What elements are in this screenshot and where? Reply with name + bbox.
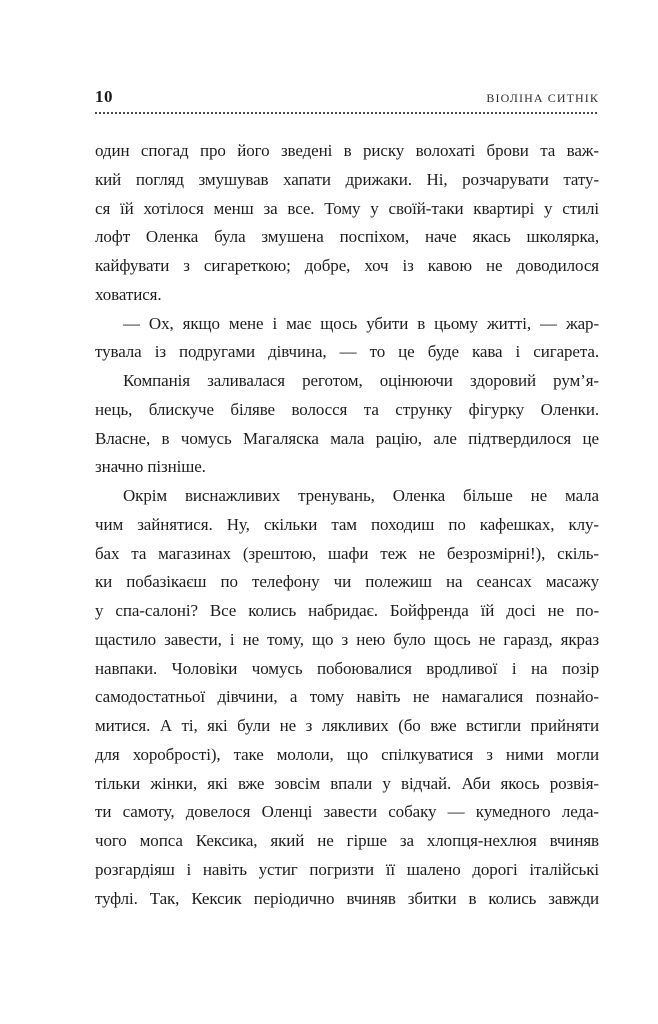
text-line: щастило завести, і не тому, що з нею було щось не гаразд, якраз [95, 629, 599, 649]
text-line: ти самоту, довелося Оленці завести собаку — кумедного леда- [95, 802, 599, 822]
running-head-author: ВІОЛІНА СИТНІК [486, 91, 599, 105]
text-line: для хоробрості), таке мололи, що спілкуватися з ними могли [95, 744, 599, 764]
header-dotted-rule [95, 112, 599, 114]
text-line: один спогад про його зведені в риску волохаті брови та важ- [95, 141, 599, 160]
text-line: кий погляд змушував хапати дрижаки. Ні, розчарувати тату- [95, 169, 599, 189]
text-line: ки побазікаєш по телефону чи полежиш на сеансах масажу [95, 572, 599, 592]
page-number: 10 [95, 87, 113, 106]
text-line: чого мопса Кексика, який не гірше за хлопця-нехлюя вчиняв [95, 831, 599, 850]
text-line: бах та магазинах (зрештою, шафи теж не безрозмірні!), скіль- [95, 543, 599, 563]
text-line: розгардіяш і навіть устиг погризти її шалено дорогі італійські [95, 859, 599, 879]
paragraph [95, 482, 599, 913]
content-column [95, 0, 599, 913]
text-line: лофт Оленка була змушена поспіхом, наче якась школярка, [95, 227, 599, 247]
text-line: навпаки. Чоловіки чомусь побоювалися вродливої і на позір [95, 658, 599, 678]
text-line: ся їй хотілося менш за все. Тому у своїй-таки квартирі у стилі [95, 198, 599, 218]
text-line: ховатися. [95, 284, 162, 304]
text-line: значно пізніше. [95, 457, 206, 477]
text-line: туфлі. Так, Кексик періодично вчиняв збитки в колись завжди [95, 888, 599, 908]
text-line: — Ох, якщо мене і має щось убити в цьому житті, — жар- [123, 313, 599, 333]
paragraph [95, 367, 599, 482]
body-text [95, 137, 599, 913]
paragraph [95, 137, 599, 310]
text-line: Власне, в чомусь Магаляска мала рацію, але підтвердилося це [95, 428, 599, 448]
text-line: чим зайнятися. Ну, скільки там походиш по кафешках, клу- [95, 514, 599, 534]
text-line: Окрім виснажливих тренувань, Оленка більше не мала [123, 486, 599, 505]
text-line: у спа-салоні? Все колись набридає. Бойфренда їй досі не по- [95, 601, 599, 620]
text-line: самодостатньої дівчини, а тому навіть не намагалися познайо- [95, 687, 599, 707]
paragraph-dialogue [95, 310, 599, 368]
text-line: нець, блискуче біляве волосся та струнку фігурку Оленки. [95, 399, 599, 419]
text-line: Компанія заливалася реготом, оцінюючи здоровий рум’я- [123, 371, 599, 390]
text-line: митися. А ті, які були не з лякливих (бо вже встигли прийняти [95, 716, 599, 735]
text-line: кайфувати з сигареткою; добре, хоч із кавою не доводилося [95, 256, 599, 275]
page-header [95, 0, 599, 105]
text-line: тільки жінки, які вже зовсім впали у відчай. Аби якось розвія- [95, 773, 599, 793]
text-line: тувала із подругами дівчина, — то це буде кава і сигарета. [95, 342, 599, 362]
